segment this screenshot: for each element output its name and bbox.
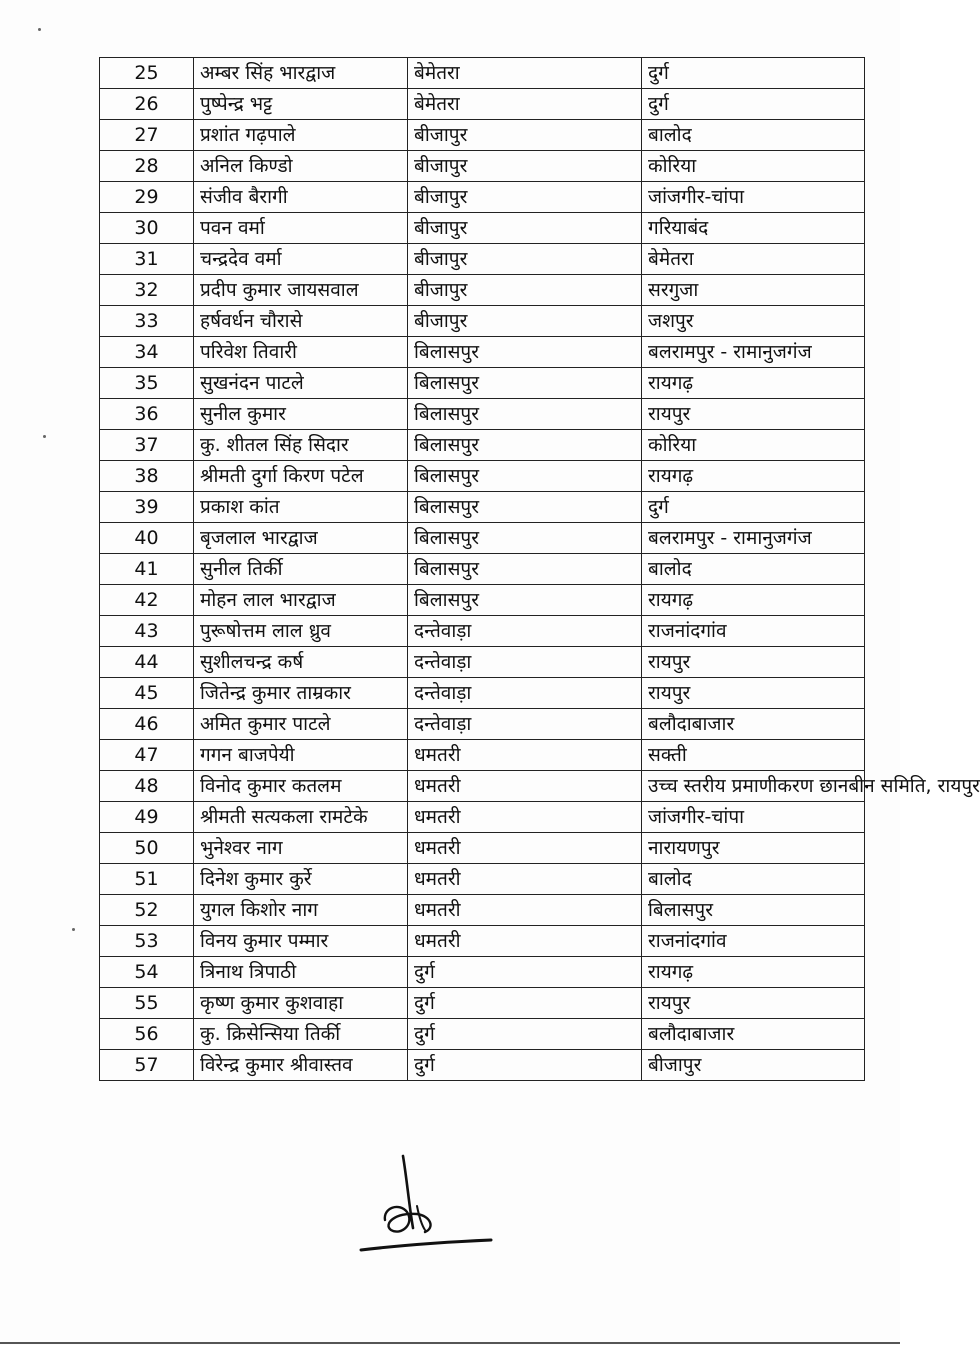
current-posting-cell: दन्तेवाड़ा [408,709,642,740]
serial-number-cell: 33 [100,306,194,337]
current-posting-cell: धमतरी [408,926,642,957]
employee-name-cell: सुनील तिर्की [194,554,408,585]
current-posting-cell: बेमेतरा [408,58,642,89]
transfer-table [99,57,980,1081]
employee-name-cell: कु. शीतल सिंह सिदार [194,430,408,461]
employee-name-cell: कु. क्रिसेन्सिया तिर्की [194,1019,408,1050]
employee-name-cell: दिनेश कुमार कुर्रे [194,864,408,895]
current-posting-cell: दुर्ग [408,988,642,1019]
current-posting-cell: दुर्ग [408,1050,642,1081]
employee-name-cell: प्रदीप कुमार जायसवाल [194,275,408,306]
employee-name-cell: जितेन्द्र कुमार ताम्रकार [194,678,408,709]
table-row [100,213,865,244]
serial-number-cell: 55 [100,988,194,1019]
current-posting-cell: बिलासपुर [408,430,642,461]
current-posting-cell: बीजापुर [408,120,642,151]
table-row [100,864,865,895]
new-posting-cell: बीजापुर [642,1050,865,1081]
new-posting-cell: रायगढ़ [642,461,865,492]
current-posting-cell: धमतरी [408,740,642,771]
serial-number-cell: 43 [100,616,194,647]
employee-name-cell: प्रकाश कांत [194,492,408,523]
new-posting-cell: बेमेतरा [642,244,865,275]
new-posting-cell: बालोद [642,554,865,585]
current-posting-cell: दन्तेवाड़ा [408,616,642,647]
employee-name-cell: मोहन लाल भारद्वाज [194,585,408,616]
serial-number-cell: 27 [100,120,194,151]
employee-name-cell: श्रीमती सत्यकला रामटेके [194,802,408,833]
new-posting-cell: रायपुर [642,647,865,678]
table-row [100,740,865,771]
employee-name-cell: अम्बर सिंह भारद्वाज [194,58,408,89]
new-posting-cell: सरगुजा [642,275,865,306]
new-posting-cell: दुर्ग [642,492,865,523]
new-posting-cell: कोरिया [642,430,865,461]
table-row [100,647,865,678]
table-row [100,275,865,306]
current-posting-cell: बिलासपुर [408,399,642,430]
serial-number-cell: 52 [100,895,194,926]
current-posting-cell: धमतरी [408,864,642,895]
new-posting-cell: राजनांदगांव [642,926,865,957]
table-row [100,957,865,988]
serial-number-cell: 53 [100,926,194,957]
current-posting-cell: बिलासपुर [408,461,642,492]
serial-number-cell: 42 [100,585,194,616]
table-row [100,430,865,461]
new-posting-cell: रायपुर [642,678,865,709]
current-posting-cell: धमतरी [408,833,642,864]
employee-name-cell: प्रशांत गढ़पाले [194,120,408,151]
table-row [100,926,865,957]
serial-number-cell: 38 [100,461,194,492]
table-row [100,182,865,213]
serial-number-cell: 35 [100,368,194,399]
employee-name-cell: विनय कुमार पम्मार [194,926,408,957]
new-posting-cell: रायगढ़ [642,585,865,616]
new-posting-cell: बालोद [642,864,865,895]
employee-name-cell: संजीव बैरागी [194,182,408,213]
employee-name-cell: चन्द्रदेव वर्मा [194,244,408,275]
employee-name-cell: हर्षवर्धन चौरासे [194,306,408,337]
current-posting-cell: बिलासपुर [408,368,642,399]
serial-number-cell: 48 [100,771,194,802]
page-bottom-edge [0,1342,900,1344]
table-row [100,337,865,368]
serial-number-cell: 30 [100,213,194,244]
table-row [100,988,865,1019]
table-row [100,554,865,585]
scan-speck [43,435,46,438]
current-posting-cell: धमतरी [408,771,642,802]
table-row [100,1050,865,1081]
new-posting-cell: बलौदाबाजार [642,709,865,740]
serial-number-cell: 47 [100,740,194,771]
table-row [100,461,865,492]
employee-name-cell: विरेन्द्र कुमार श्रीवास्तव [194,1050,408,1081]
serial-number-cell: 46 [100,709,194,740]
table-row [100,368,865,399]
employee-name-cell: युगल किशोर नाग [194,895,408,926]
new-posting-cell: गरियाबंद [642,213,865,244]
new-posting-cell: बालोद [642,120,865,151]
table-row [100,523,865,554]
current-posting-cell: दन्तेवाड़ा [408,647,642,678]
current-posting-cell: बीजापुर [408,244,642,275]
employee-name-cell: अनिल किण्डो [194,151,408,182]
serial-number-cell: 32 [100,275,194,306]
table-row [100,120,865,151]
current-posting-cell: बिलासपुर [408,492,642,523]
new-posting-cell: सक्ती [642,740,865,771]
new-posting-cell: रायपुर [642,988,865,1019]
current-posting-cell: बिलासपुर [408,337,642,368]
current-posting-cell: दन्तेवाड़ा [408,678,642,709]
current-posting-cell: बिलासपुर [408,523,642,554]
serial-number-cell: 45 [100,678,194,709]
new-posting-cell: बलौदाबाजार [642,1019,865,1050]
table-row [100,58,865,89]
new-posting-cell: बिलासपुर [642,895,865,926]
table-row [100,492,865,523]
serial-number-cell: 57 [100,1050,194,1081]
serial-number-cell: 56 [100,1019,194,1050]
new-posting-cell: रायगढ़ [642,368,865,399]
new-posting-cell: नारायणपुर [642,833,865,864]
new-posting-cell: दुर्ग [642,58,865,89]
serial-number-cell: 26 [100,89,194,120]
new-posting-cell: रायगढ़ [642,957,865,988]
table-row [100,89,865,120]
serial-number-cell: 39 [100,492,194,523]
employee-name-cell: कृष्ण कुमार कुशवाहा [194,988,408,1019]
employee-name-cell: गगन बाजपेयी [194,740,408,771]
table-row [100,678,865,709]
employee-name-cell: पवन वर्मा [194,213,408,244]
current-posting-cell: बीजापुर [408,275,642,306]
table-row [100,1019,865,1050]
current-posting-cell: बीजापुर [408,306,642,337]
serial-number-cell: 36 [100,399,194,430]
new-posting-cell: जांजगीर-चांपा [642,802,865,833]
serial-number-cell: 31 [100,244,194,275]
current-posting-cell: बिलासपुर [408,585,642,616]
table-row [100,616,865,647]
table-row [100,399,865,430]
current-posting-cell: दुर्ग [408,1019,642,1050]
new-posting-cell: जांजगीर-चांपा [642,182,865,213]
current-posting-cell: बेमेतरा [408,89,642,120]
employee-name-cell: पुरूषोत्तम लाल ध्रुव [194,616,408,647]
table-row [100,151,865,182]
new-posting-cell: बलरामपुर - रामानुजगंज [642,337,865,368]
serial-number-cell: 44 [100,647,194,678]
serial-number-cell: 25 [100,58,194,89]
employee-name-cell: अमित कुमार पाटले [194,709,408,740]
current-posting-cell: दुर्ग [408,957,642,988]
serial-number-cell: 28 [100,151,194,182]
employee-name-cell: पुष्पेन्द्र भट्ट [194,89,408,120]
new-posting-cell: बलरामपुर - रामानुजगंज [642,523,865,554]
serial-number-cell: 34 [100,337,194,368]
scan-speck [38,28,41,31]
serial-number-cell: 37 [100,430,194,461]
serial-number-cell: 54 [100,957,194,988]
current-posting-cell: धमतरी [408,802,642,833]
current-posting-cell: बीजापुर [408,151,642,182]
serial-number-cell: 49 [100,802,194,833]
employee-name-cell: परिवेश तिवारी [194,337,408,368]
table-row [100,895,865,926]
table-row [100,771,865,802]
serial-number-cell: 50 [100,833,194,864]
table-row [100,585,865,616]
serial-number-cell: 29 [100,182,194,213]
employee-name-cell: सुशीलचन्द्र कर्ष [194,647,408,678]
new-posting-cell: कोरिया [642,151,865,182]
current-posting-cell: बीजापुर [408,213,642,244]
new-posting-cell: उच्च स्तरीय प्रमाणीकरण छानबीन समिति, रायपुर [642,771,865,802]
employee-name-cell: श्रीमती दुर्गा किरण पटेल [194,461,408,492]
table-row [100,802,865,833]
new-posting-cell: जशपुर [642,306,865,337]
employee-name-cell: विनोद कुमार कतलम [194,771,408,802]
current-posting-cell: धमतरी [408,895,642,926]
current-posting-cell: बीजापुर [408,182,642,213]
employee-name-cell: बृजलाल भारद्वाज [194,523,408,554]
employee-name-cell: सुखनंदन पाटले [194,368,408,399]
handwritten-signature-icon [355,1150,495,1260]
employee-name-cell: त्रिनाथ त्रिपाठी [194,957,408,988]
current-posting-cell: बिलासपुर [408,554,642,585]
table-row [100,833,865,864]
scan-speck [72,928,75,931]
employee-name-cell: भुनेश्वर नाग [194,833,408,864]
table-row [100,244,865,275]
employee-name-cell: सुनील कुमार [194,399,408,430]
transfer-table-body [100,58,980,1081]
serial-number-cell: 51 [100,864,194,895]
serial-number-cell: 41 [100,554,194,585]
table-row [100,709,865,740]
table-row [100,306,865,337]
new-posting-cell: रायपुर [642,399,865,430]
new-posting-cell: दुर्ग [642,89,865,120]
new-posting-cell: राजनांदगांव [642,616,865,647]
serial-number-cell: 40 [100,523,194,554]
